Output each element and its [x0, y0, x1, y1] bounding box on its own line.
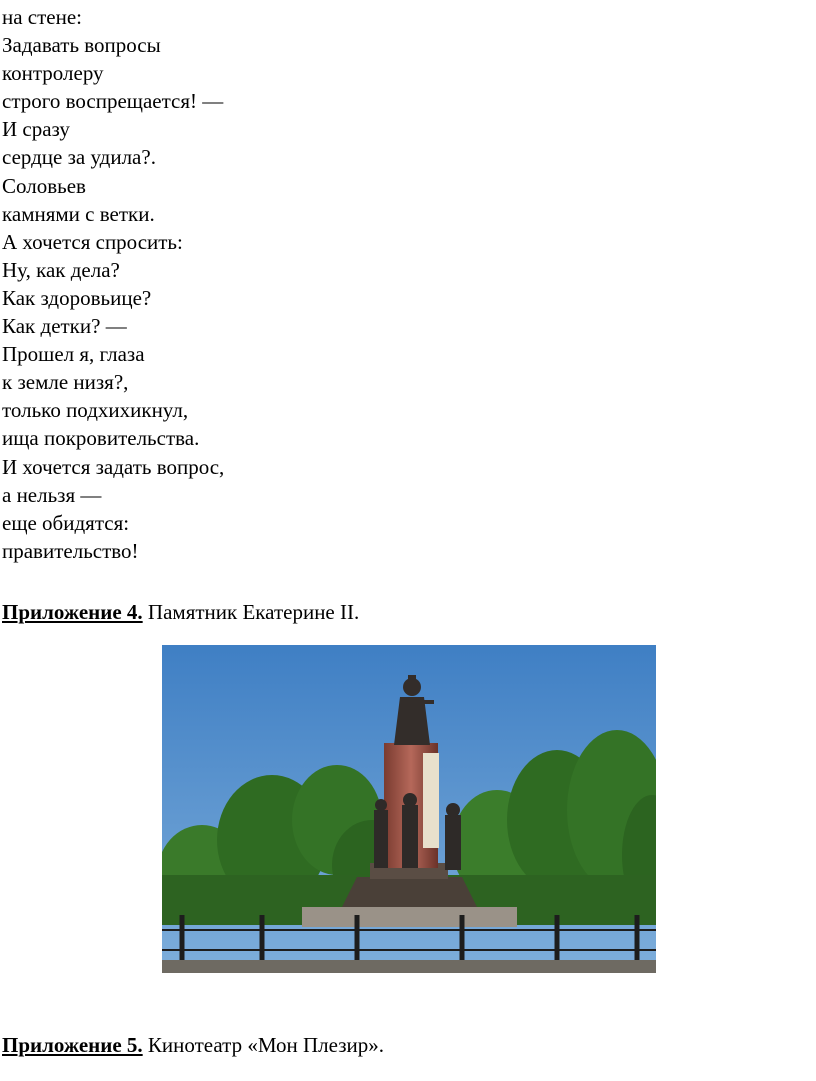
poem-line: строго воспрещается! — — [2, 89, 224, 114]
poem-line: контролеру — [2, 61, 104, 86]
appendix-4-caption: Памятник Екатерине II. — [147, 600, 360, 624]
poem-line: Задавать вопросы — [2, 33, 161, 58]
appendix-5-heading — [2, 1031, 384, 1059]
appendix-4-label: Приложение 4. — [2, 600, 143, 624]
poem-line: сердце за удила?. — [2, 145, 156, 170]
poem-line: правительство! — [2, 538, 139, 563]
monument-base — [342, 877, 477, 907]
appendix-5-caption: Кинотеатр «Мон Плезир». — [147, 1033, 384, 1057]
poem-line: камнями с ветки. — [2, 201, 155, 226]
poem-line: к земле низя?, — [2, 370, 129, 395]
poem-line: Как здоровьице? — [2, 285, 152, 310]
poem-line: еще обидятся: — [2, 510, 130, 535]
poem-line: И сразу — [2, 117, 70, 142]
poem-line: И хочется задать вопрос, — [2, 454, 225, 479]
poem-line: а нельзя — — [2, 482, 102, 507]
poem-line: Прошел я, глаза — [2, 342, 145, 367]
appendix-4-heading — [2, 598, 359, 626]
appendix-5-label: Приложение 5. — [2, 1033, 143, 1057]
poem — [2, 3, 224, 565]
plinth — [302, 907, 517, 927]
monument-photo — [162, 645, 656, 973]
poem-line: Соловьев — [2, 173, 86, 198]
poem-line: на стене: — [2, 5, 83, 29]
poem-line: А хочется спросить: — [2, 229, 183, 254]
poem-line: ища покровительства. — [2, 426, 200, 451]
poem-line: Как детки? — — [2, 314, 127, 339]
poem-line: только подхихикнул, — [2, 398, 189, 423]
poem-line: Ну, как дела? — [2, 257, 120, 282]
